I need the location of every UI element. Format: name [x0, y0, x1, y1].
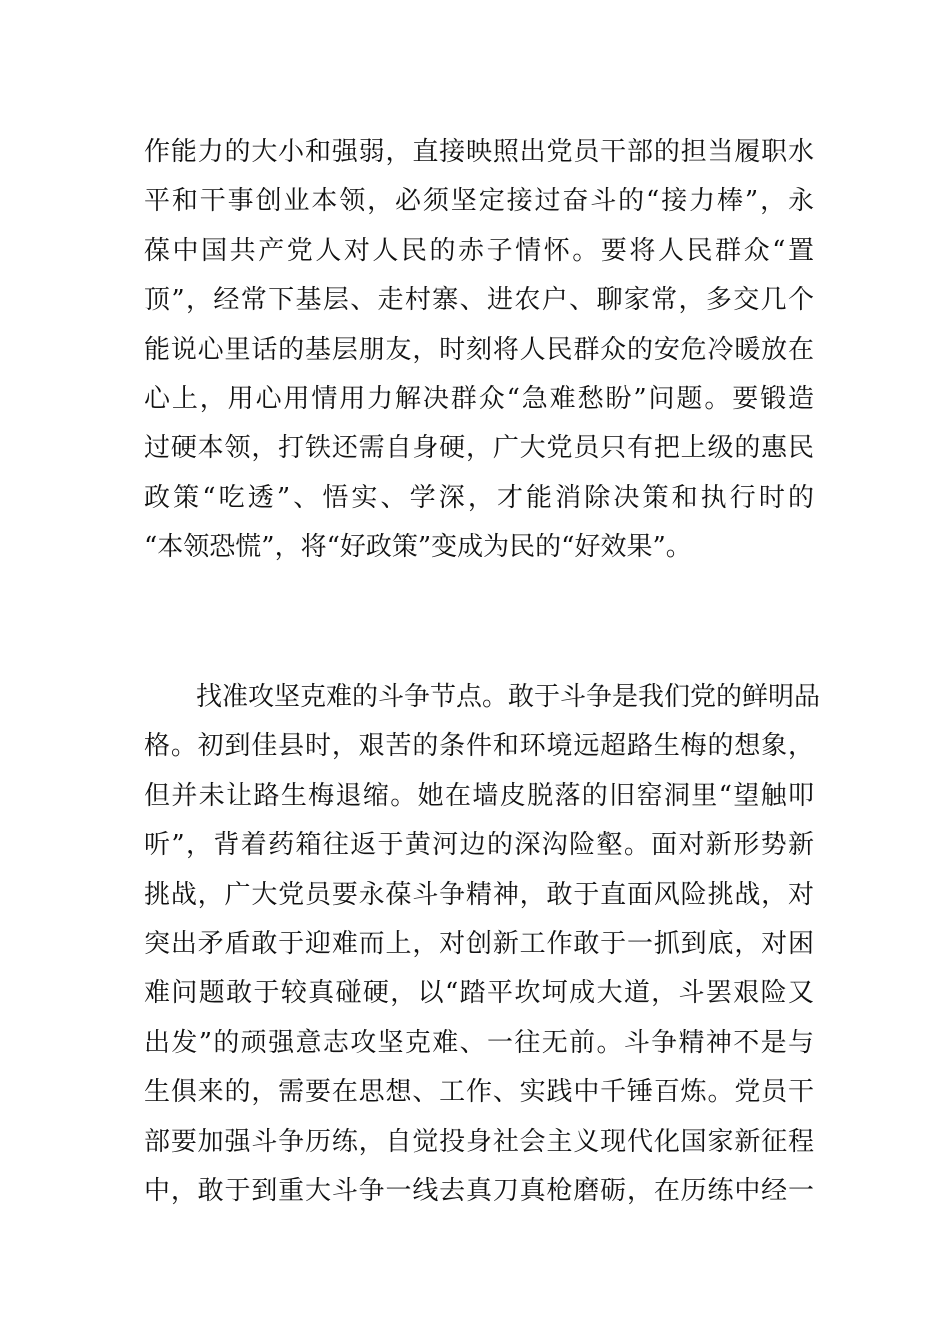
text-line: 中，敢于到重大斗争一线去真刀真枪磨砺，在历练中经一 — [144, 1175, 814, 1206]
text-line: 能说心里话的基层朋友，时刻将人民群众的安危冷暖放在 — [144, 334, 814, 365]
text-line-last: “本领恐慌”，将“好政策”变成为民的“好效果”。 — [144, 532, 692, 563]
text-line: 找准攻坚克难的斗争节点。敢于斗争是我们党的鲜明品 — [144, 682, 821, 712]
text-line: 部要加强斗争历练，自觉投身社会主义现代化国家新征程 — [144, 1126, 814, 1157]
text-line: 心上，用心用情用力解决群众“急难愁盼”问题。要锻造 — [144, 383, 814, 414]
text-line: 生俱来的，需要在思想、工作、实践中千锤百炼。党员干 — [144, 1077, 814, 1108]
paragraph-2 — [144, 673, 821, 1216]
text-line: 听”，背着药箱往返于黄河边的深沟险壑。面对新形势新 — [144, 830, 814, 861]
text-line: 平和干事创业本领，必须坚定接过奋斗的“接力棒”，永 — [144, 186, 814, 217]
text-line: 难问题敢于较真碰硬，以“踏平坎坷成大道，斗罢艰险又 — [144, 978, 814, 1009]
text-line: 政策“吃透”、悟实、学深，才能消除决策和执行时的 — [144, 482, 814, 513]
text-line: 过硬本领，打铁还需自身硬，广大党员只有把上级的惠民 — [144, 433, 814, 464]
text-line: 作能力的大小和强弱，直接映照出党员干部的担当履职水 — [144, 137, 814, 167]
text-line: 挑战，广大党员要永葆斗争精神，敢于直面风险挑战，对 — [144, 879, 814, 910]
text-line: 突出矛盾敢于迎难而上，对创新工作敢于一抓到底，对困 — [144, 928, 814, 959]
text-line: 格。初到佳县时，艰苦的条件和环境远超路生梅的想象， — [144, 731, 814, 762]
text-line: 但并未让路生梅退缩。她在墙皮脱落的旧窑洞里“望触叩 — [144, 780, 814, 811]
paragraph-1 — [144, 128, 814, 573]
text-line: 葆中国共产党人对人民的赤子情怀。要将人民群众“置 — [144, 235, 814, 266]
text-line: 出发”的顽强意志攻坚克难、一往无前。斗争精神不是与 — [144, 1027, 814, 1058]
text-line: 顶”，经常下基层、走村寨、进农户、聊家常，多交几个 — [144, 285, 814, 316]
